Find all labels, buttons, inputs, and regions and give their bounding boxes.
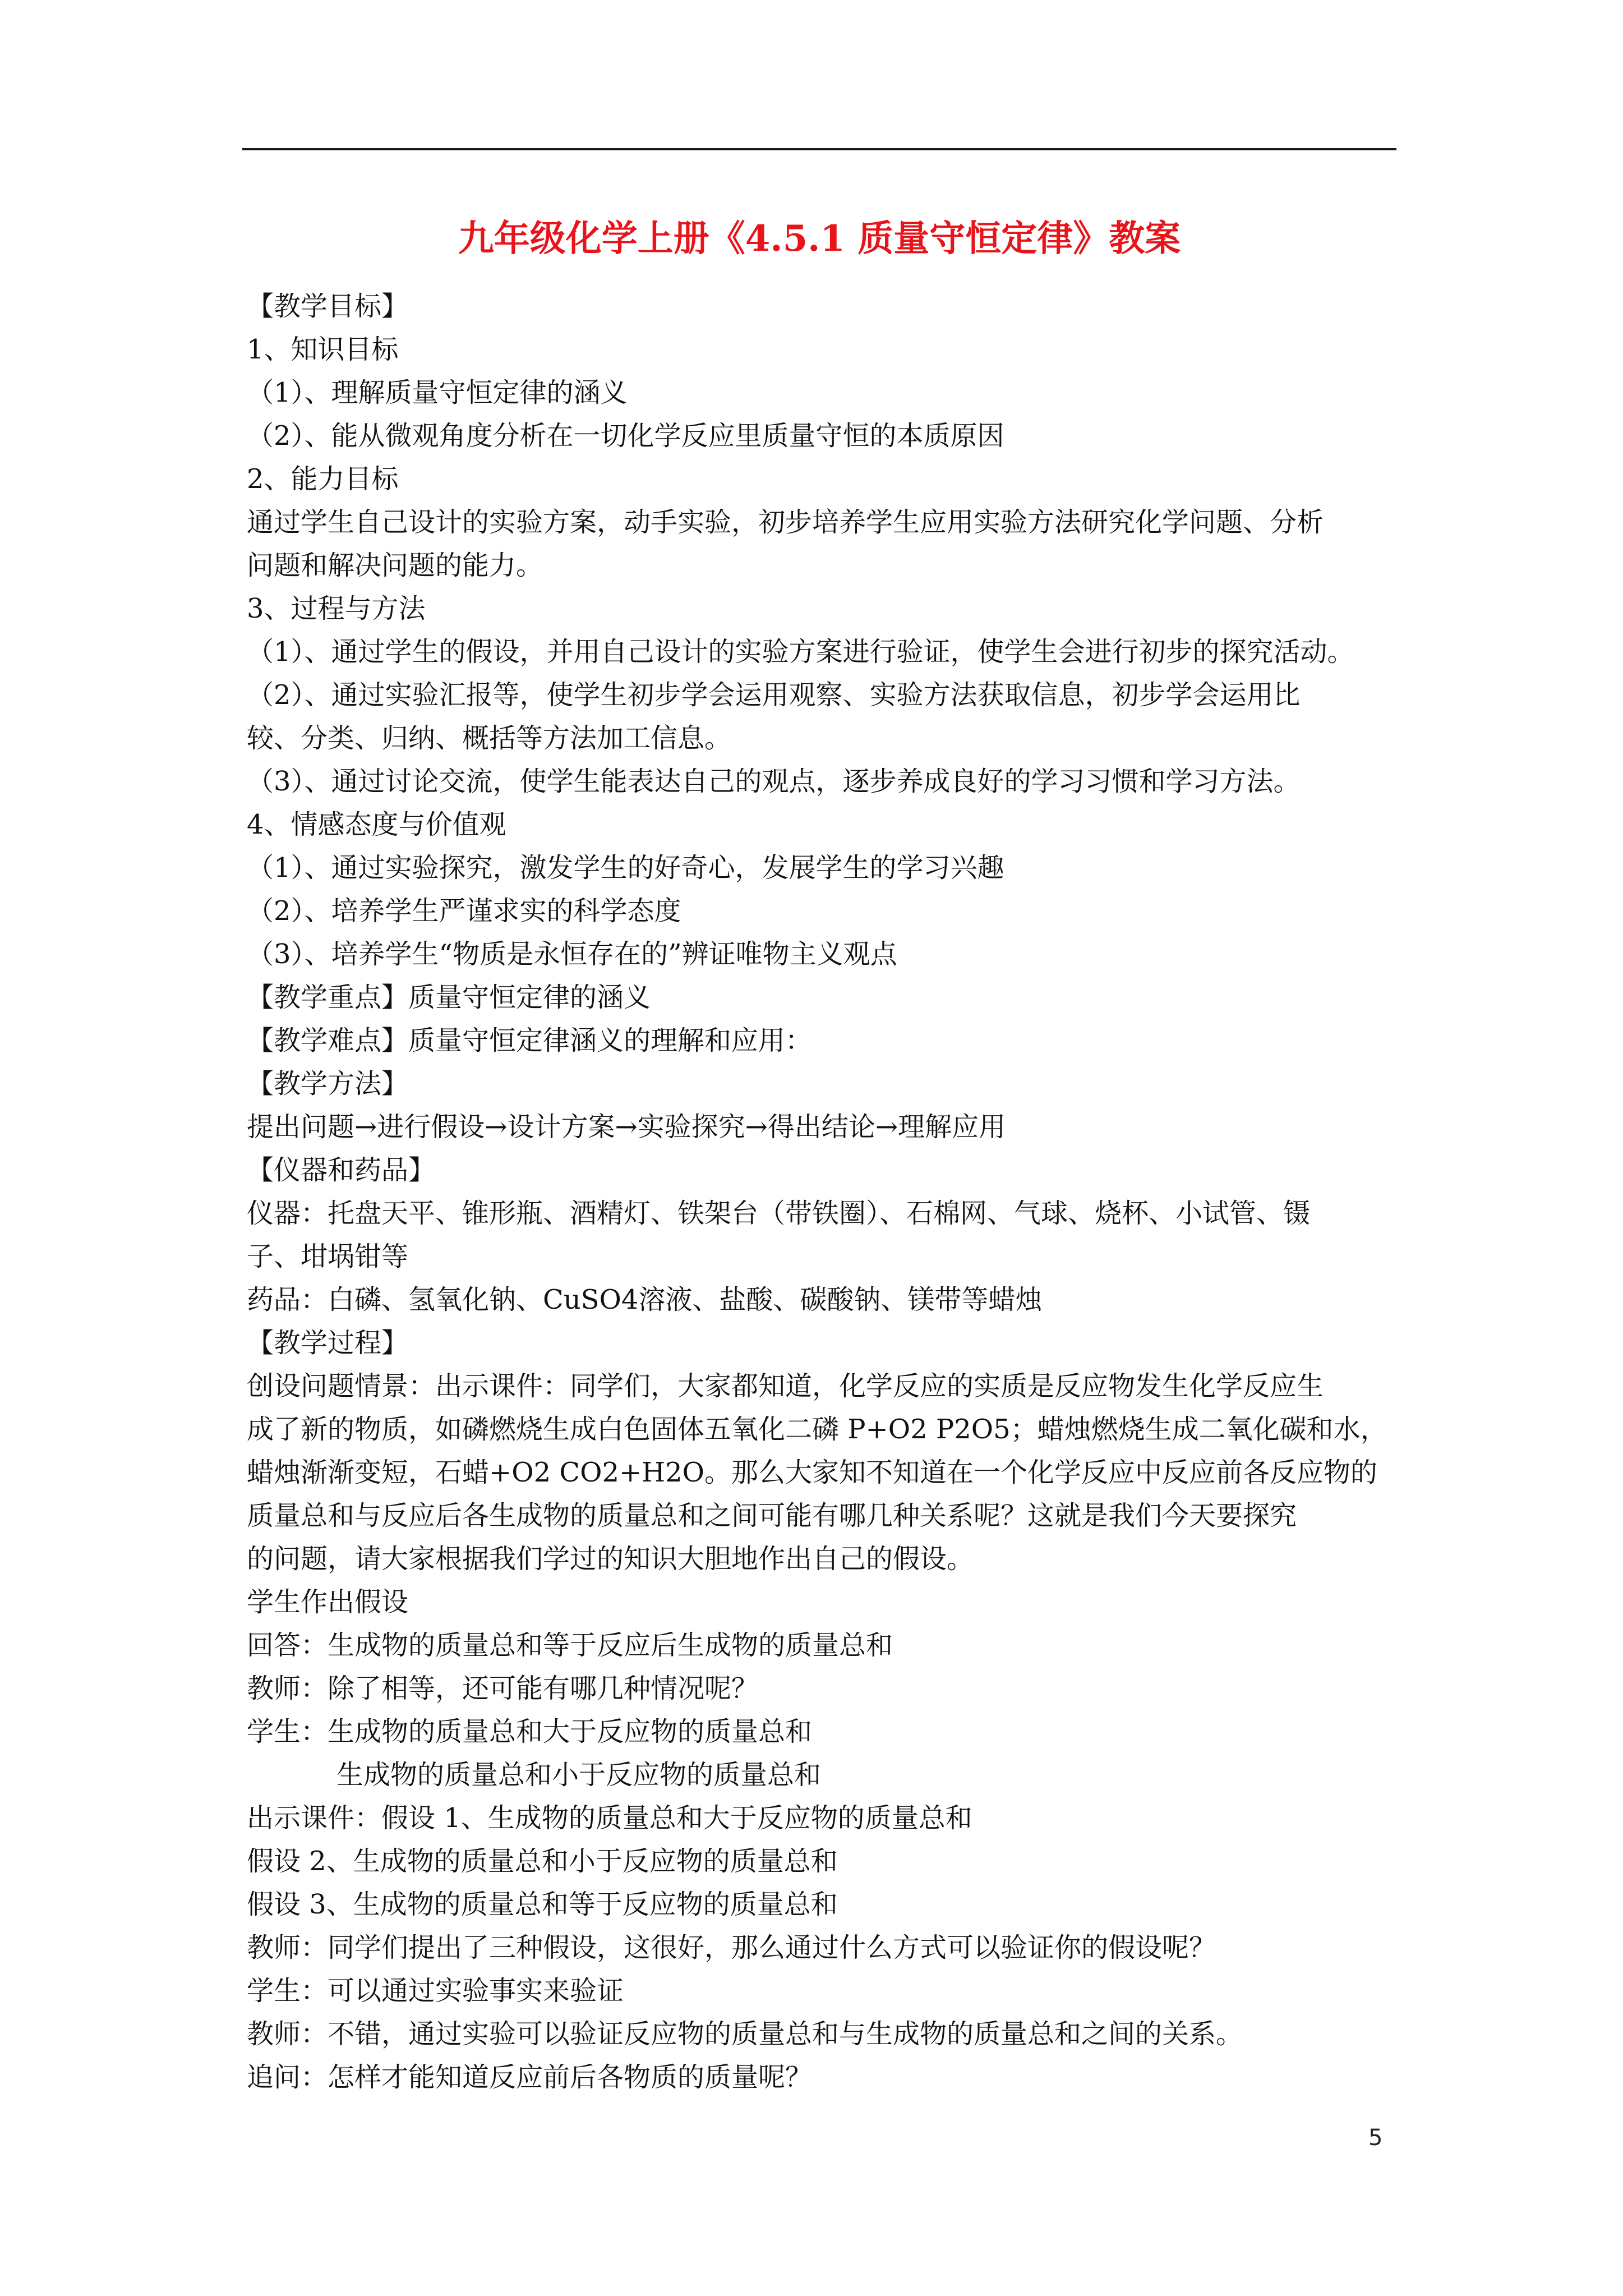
- text-line: （2）、通过实验汇报等，使学生初步学会运用观察、实验方法获取信息，初步学会运用比: [247, 679, 1301, 711]
- text-line: 出示课件：假设 1、生成物的质量总和大于反应物的质量总和: [247, 1802, 972, 1834]
- text-line: 生成物的质量总和小于反应物的质量总和: [336, 1759, 822, 1791]
- text-line: 问题和解决问题的能力。: [247, 550, 543, 581]
- text-line: 子、坩埚钳等: [247, 1241, 409, 1272]
- page-title: 九年级化学上册《4.5.1 质量守恒定律》教案: [458, 218, 1181, 260]
- text-line: 学生：可以通过实验事实来验证: [247, 1975, 624, 2007]
- text-line: 成了新的物质，如磷燃烧生成白色固体五氧化二磷 P+O2 P2O5；蜡烛燃烧生成二氧化碳和水，: [247, 1414, 1387, 1445]
- text-line: （2）、能从微观角度分析在一切化学反应里质量守恒的本质原因: [247, 420, 1004, 452]
- text-line: 较、分类、归纳、概括等方法加工信息。: [247, 723, 732, 754]
- text-line: 通过学生自己设计的实验方案，动手实验，初步培养学生应用实验方法研究化学问题、分析: [247, 507, 1324, 538]
- text-line: 教师：不错，通过实验可以验证反应物的质量总和与生成物的质量总和之间的关系。: [247, 2018, 1243, 2050]
- text-line: 质量总和与反应后各生成物的质量总和之间可能有哪几种关系呢？这就是我们今天要探究: [247, 1500, 1297, 1531]
- text-line: 假设 2、生成物的质量总和小于反应物的质量总和: [247, 1846, 838, 1877]
- text-line: 蜡烛渐渐变短，石蜡+O2 CO2+H2O。那么大家知不知道在一个化学反应中反应前各反应物的: [247, 1457, 1377, 1488]
- text-line: 【教学目标】: [247, 291, 409, 322]
- text-line: 4、情感态度与价值观: [247, 809, 506, 840]
- text-line: 【仪器和药品】: [247, 1154, 436, 1186]
- text-line: 【教学过程】: [247, 1327, 409, 1359]
- text-line: （2）、培养学生严谨求实的科学态度: [247, 895, 681, 927]
- text-line: 学生：生成物的质量总和大于反应物的质量总和: [247, 1716, 813, 1747]
- text-line: 药品：白磷、氢氧化钠、CuSO4溶液、盐酸、碳酸钠、镁带等蜡烛: [247, 1284, 1043, 1315]
- text-line: 回答：生成物的质量总和等于反应后生成物的质量总和: [247, 1630, 893, 1661]
- text-line: 教师：除了相等，还可能有哪几种情况呢？: [247, 1673, 759, 1704]
- text-line: 创设问题情景：出示课件：同学们，大家都知道，化学反应的实质是反应物发生化学反应生: [247, 1370, 1324, 1402]
- text-line: （3）、通过讨论交流，使学生能表达自己的观点，逐步养成良好的学习习惯和学习方法。: [247, 766, 1301, 797]
- body-text: [247, 285, 1402, 2099]
- text-line: 【教学重点】质量守恒定律的涵义: [247, 982, 651, 1013]
- text-line: 提出问题→进行假设→设计方案→实验探究→得出结论→理解应用: [247, 1111, 1006, 1143]
- text-line: 追问：怎样才能知道反应前后各物质的质量呢？: [247, 2062, 813, 2093]
- header-rule: [242, 148, 1396, 150]
- text-line: 【教学难点】质量守恒定律涵义的理解和应用：: [247, 1025, 813, 1056]
- text-line: （3）、培养学生“物质是永恒存在的”辨证唯物主义观点: [247, 938, 897, 970]
- page-number: 5: [1368, 2125, 1383, 2151]
- text-line: 的问题，请大家根据我们学过的知识大胆地作出自己的假设。: [247, 1543, 974, 1575]
- text-line: 学生作出假设: [247, 1586, 409, 1618]
- text-line: （1）、通过实验探究，激发学生的好奇心，发展学生的学习兴趣: [247, 852, 1004, 884]
- text-line: 仪器：托盘天平、锥形瓶、酒精灯、铁架台（带铁圈）、石棉网、气球、烧杯、小试管、镊: [247, 1198, 1311, 1229]
- text-line: （1）、理解质量守恒定律的涵义: [247, 377, 628, 408]
- text-line: 【教学方法】: [247, 1068, 409, 1099]
- text-line: 3、过程与方法: [247, 593, 426, 624]
- text-line: （1）、通过学生的假设，并用自己设计的实验方案进行验证，使学生会进行初步的探究活动。: [247, 636, 1354, 668]
- text-line: 1、知识目标: [247, 334, 399, 365]
- text-line: 教师：同学们提出了三种假设，这很好，那么通过什么方式可以验证你的假设呢？: [247, 1932, 1216, 1963]
- text-line: 2、能力目标: [247, 463, 399, 495]
- text-line: 假设 3、生成物的质量总和等于反应物的质量总和: [247, 1889, 838, 1920]
